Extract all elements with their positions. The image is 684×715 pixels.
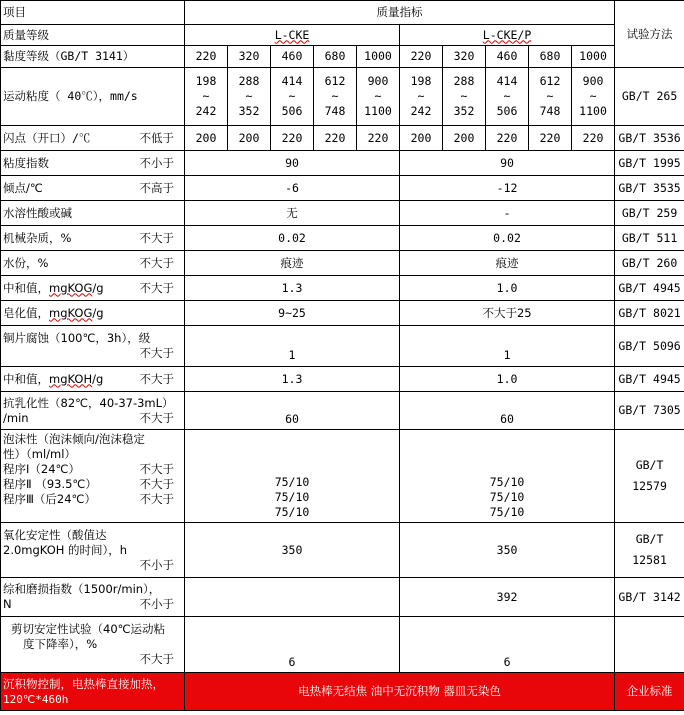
row-label: 皂化值，mgKOG/g (1, 301, 185, 326)
row-method: GB/T 511 (615, 226, 684, 251)
viscosity-range: 612 ~ 748 (314, 68, 357, 126)
grade-value: 460 (271, 46, 314, 68)
ckep-value: 1.0 (400, 367, 615, 392)
row-method: GB/T 3142 (615, 578, 684, 617)
foam-label: 泡沫性（泡沫倾向/泡沫稳定 性）（ml/ml） 程序Ⅰ（24℃） 不大于 程序Ⅱ （93.5℃） 不大于 程序Ⅲ（后24℃） 不大于 (1, 430, 185, 523)
flash-point-value: 220 (486, 126, 529, 151)
cke-value: 6 (185, 617, 400, 673)
grade-value: 1000 (572, 46, 615, 68)
grade-cke: L-CKE (185, 25, 400, 46)
cke-value: 痕迹 (185, 251, 400, 276)
row-label: 水份，% 不大于 (1, 251, 185, 276)
cke-value: 9~25 (185, 301, 400, 326)
grade-value: 220 (185, 46, 228, 68)
ckep-value: 1.0 (400, 276, 615, 301)
oxidation-label: 氧化安定性（酸值达 2.0mgKOH 的时间），h 不小于 (1, 523, 185, 578)
wear-label: 综和磨损指数（1500r/min）， N 不小于 (1, 578, 185, 617)
neutralization-value-2-row (1, 367, 684, 392)
row-label: 粘度指数 不小于 (1, 151, 185, 176)
viscosity-range: 288 ~ 352 (443, 68, 486, 126)
water-content-row (1, 251, 684, 276)
flash-point-value: 200 (185, 126, 228, 151)
quality-grade-row (1, 25, 684, 46)
grade-value: 320 (228, 46, 271, 68)
water-soluble-acid-row (1, 201, 684, 226)
row-method: GB/T 3535 (615, 176, 684, 201)
viscosity-range: 900 ~ 1100 (572, 68, 615, 126)
row-method: GB/T 7305 (615, 392, 684, 430)
ckep-value: - (400, 201, 615, 226)
oxidation-method: GB/T 12581 (615, 523, 684, 578)
copper-corrosion-label: 铜片腐蚀（100℃，3h），级 不大于 (1, 326, 185, 367)
grade-value: 460 (486, 46, 529, 68)
copper-corrosion-row (1, 326, 684, 367)
ckep-value: 6 (400, 617, 615, 673)
grade-value: 1000 (357, 46, 400, 68)
ckep-value: 90 (400, 151, 615, 176)
grade-ckep: L-CKE/P (400, 25, 615, 46)
viscosity-index-row (1, 151, 684, 176)
flash-point-label: 闪点（开口）/℃ 不低于 (1, 126, 185, 151)
demulsibility-row (1, 392, 684, 430)
header-row (1, 1, 684, 25)
row-method: GB/T 259 (615, 201, 684, 226)
header-quality-index: 质量指标 (185, 1, 615, 25)
grade-value: 680 (314, 46, 357, 68)
deposit-method: 企业标准 (615, 673, 684, 711)
saponification-value-row (1, 301, 684, 326)
oxidation-stability-row (1, 523, 684, 578)
ckep-value: 不大于25 (400, 301, 615, 326)
row-method: GB/T 260 (615, 251, 684, 276)
ckep-value: 0.02 (400, 226, 615, 251)
row-label: 水溶性酸或碱 (1, 201, 185, 226)
kinematic-viscosity-method: GB/T 265 (615, 68, 684, 126)
pour-point-row (1, 176, 684, 201)
row-method: GB/T 5096 (615, 326, 684, 367)
deposit-label: 沉积物控制，电热棒直接加热， 120℃*460h (1, 673, 185, 711)
ckep-foam-values: 75/10 75/10 75/10 (400, 430, 615, 523)
viscosity-range: 414 ~ 506 (271, 68, 314, 126)
wear-index-row (1, 578, 684, 617)
ckep-value: -12 (400, 176, 615, 201)
ckep-value: 痕迹 (400, 251, 615, 276)
flash-point-value: 200 (228, 126, 271, 151)
neutralization-value-row (1, 276, 684, 301)
viscosity-range: 900 ~ 1100 (357, 68, 400, 126)
cke-value: 350 (185, 523, 400, 578)
cke-value: -6 (185, 176, 400, 201)
ckep-value: 392 (400, 578, 615, 617)
viscosity-range: 612 ~ 748 (529, 68, 572, 126)
row-label: 倾点/℃ 不高于 (1, 176, 185, 201)
cke-value: 1.3 (185, 276, 400, 301)
row-label: 中和值，mgKOG/g 不大于 (1, 276, 185, 301)
kinematic-viscosity-row (1, 68, 684, 126)
cke-value: 无 (185, 201, 400, 226)
deposit-control-row (1, 673, 684, 711)
flash-point-value: 220 (529, 126, 572, 151)
grade-value: 220 (400, 46, 443, 68)
shear-stability-row (1, 617, 684, 673)
ckep-value: 60 (400, 392, 615, 430)
demulsibility-label: 抗乳化性（82℃，40-37-3mL） /min 不大于 (1, 392, 185, 430)
ckep-value: 1 (400, 326, 615, 367)
flash-point-value: 220 (314, 126, 357, 151)
row-method: GB/T 4945 (615, 367, 684, 392)
flash-point-method: GB/T 3536 (615, 126, 684, 151)
viscosity-range: 288 ~ 352 (228, 68, 271, 126)
foam-method: GB/T 12579 (615, 430, 684, 523)
viscosity-grade-row (1, 46, 684, 68)
cke-value: 1 (185, 326, 400, 367)
header-test-method: 试验方法 (615, 1, 684, 68)
row-method: GB/T 8021 (615, 301, 684, 326)
grade-value: 320 (443, 46, 486, 68)
row-label: 机械杂质，% 不大于 (1, 226, 185, 251)
kinematic-viscosity-label: 运动粘度（ 40℃），mm/s (1, 68, 185, 126)
ckep-value: 350 (400, 523, 615, 578)
row-method: GB/T 1995 (615, 151, 684, 176)
row-label: 中和值，mgKOH/g 不大于 (1, 367, 185, 392)
flash-point-value: 200 (443, 126, 486, 151)
cke-value (185, 578, 400, 617)
deposit-result: 电热棒无结焦 油中无沉积物 器皿无染色 (185, 673, 615, 711)
flash-point-value: 200 (400, 126, 443, 151)
row-method (615, 617, 684, 673)
viscosity-range: 198 ~ 242 (400, 68, 443, 126)
viscosity-grade-label: 黏度等级（GB/T 3141） (1, 46, 185, 68)
cke-foam-values: 75/10 75/10 75/10 (185, 430, 400, 523)
flash-point-row (1, 126, 684, 151)
cke-value: 1.3 (185, 367, 400, 392)
viscosity-range: 414 ~ 506 (486, 68, 529, 126)
viscosity-range: 198 ~ 242 (185, 68, 228, 126)
quality-grade-label: 质量等级 (1, 25, 185, 46)
grade-value: 680 (529, 46, 572, 68)
cke-value: 0.02 (185, 226, 400, 251)
mechanical-impurity-row (1, 226, 684, 251)
flash-point-value: 220 (357, 126, 400, 151)
header-item: 项目 (1, 1, 185, 25)
flash-point-value: 220 (271, 126, 314, 151)
flash-point-value: 220 (572, 126, 615, 151)
cke-value: 90 (185, 151, 400, 176)
shear-label: 剪切安定性试验（40℃运动粘 度下降率），% 不大于 (1, 617, 185, 673)
cke-value: 60 (185, 392, 400, 430)
foam-row (1, 430, 684, 523)
row-method: GB/T 4945 (615, 276, 684, 301)
